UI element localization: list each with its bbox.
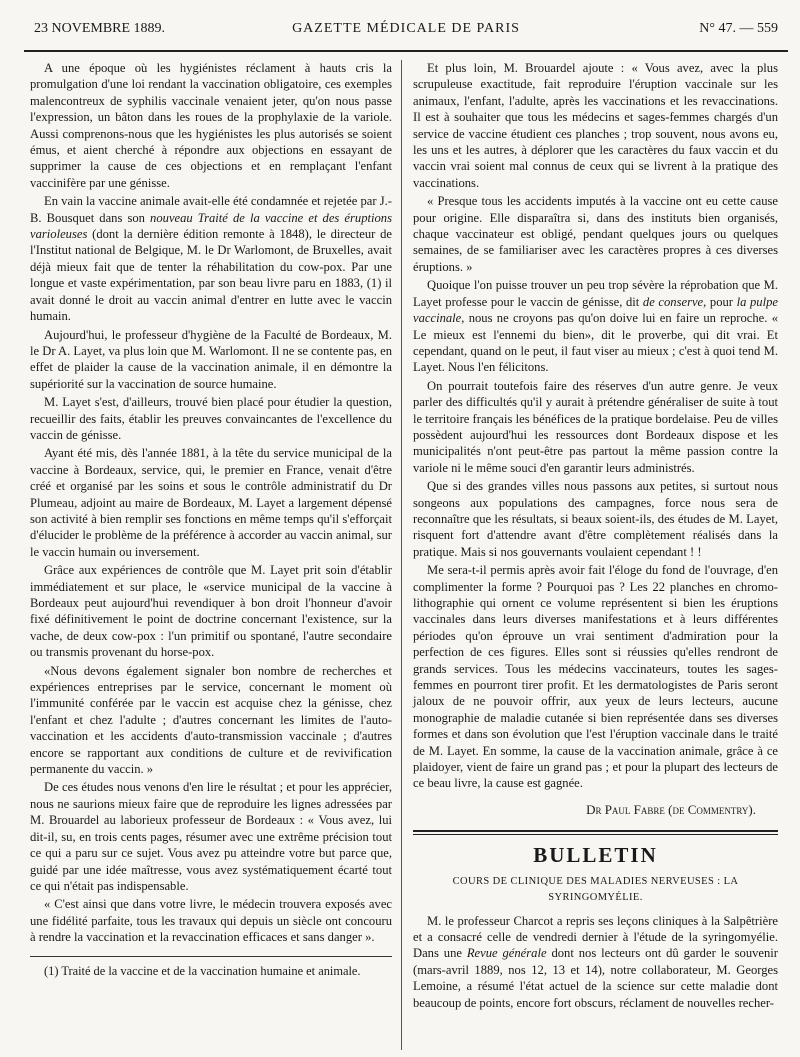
header-date: 23 NOVEMBRE 1889. xyxy=(34,21,166,36)
left-p2-text-b: (dont la dernière édition remonte à 1848), le directeur de l'Institut national de Belgique, M. le Dr Warlomont, de Bruxelles, avait déjà mieux fait que de tenter la réhabilitation du cow-pox. Par une longue et vaste expérimentation, par son beau livre paru en 1883, (1) il avait donné le droit au vaccin animal d'entrer en lutte avec le vaccin humain. xyxy=(30,227,392,324)
header-page-number: N° 47. — 559 xyxy=(699,21,778,36)
column-separator xyxy=(401,60,402,1050)
bulletin-text-a: M. le professeur Charcot a repris ses leçons cliniques à la Salpêtrière et a consacré celle de vendredi dernier à l'étude de la syringomyélie. Dans une xyxy=(413,913,778,961)
author-signature: Dr Paul Fabre (de Commentry). xyxy=(586,801,756,817)
right-p3-italic-b: la pulpe vaccinale xyxy=(413,294,778,326)
bulletin-paragraph xyxy=(413,913,778,1011)
left-paragraph-4: M. Layet s'est, d'ailleurs, trouvé bien placé pour étudier la question, recueillir des faits, établir les preuves convaincantes de l'excellence du vaccin de génisse. xyxy=(30,395,392,442)
page-header xyxy=(34,18,778,40)
left-paragraph-7: «Nous devons également signaler bon nombre de recherches et expériences entreprises par le service, concernant le moment où l'immunité conférée par le vaccin est acquise chez la génisse, chez l'enfant et chez l'adulte ; d'autres concernant les limites de l'auto-vaccination et les accidents d'auto-transmission vaccinale ; d'autres encore se rapportant aux conditions de culture et de revivification permanente du vaccin. » xyxy=(30,663,392,777)
section-rule-thick xyxy=(413,830,778,832)
right-column xyxy=(413,60,778,1013)
left-paragraph-8: De ces études nous venons d'en lire le résultat ; et pour les apprécier, nous ne saurions mieux faire que de reproduire les lignes adressées par M. Brouardel au laborieux professeur de Bordeaux : « Vous avez, lui dit-il, su, en trois cents pages, résumer avec une extrême précision tout ce qui a paru sur ce sujet. Vous avez pu atteindre votre but parce que, guidé par une idée maîtresse, vous avez systématiquement écarté tout ce qui n'était pas indispensable. xyxy=(30,780,392,893)
right-p3-text-a: Quoique l'on puisse trouver un peu trop sévère la réprobation que M. Layet professe pour le vaccin de génisse, dit xyxy=(413,278,778,309)
right-p3-italic-a: de conserve xyxy=(642,294,704,309)
section-rule-thin xyxy=(413,834,778,835)
left-paragraph-5: Ayant été mis, dès l'année 1881, à la tête du service municipal de la vaccine à Bordeaux, service, qui, le premier en France, venait d'être créé et organisé par les soins et sous le contrôle administratif du Dr Plumeau, adjoint au maire de Bordeaux, M. Layet a largement dépensé son activité à bien remplir ses fonctions en même temps qu'il s'efforçait d'élucider le problème de la préférence à accorder au vaccin animal, sur le vaccin humain ou inversement. xyxy=(30,446,392,559)
bulletin-text-b: dont nos lecteurs ont dû garder le souvenir (mars-avril 1889, nos 12, 13 et 14), notre collaborateur, M. Georges Lemoine, a résumé l'état actuel de la science sur cette maladie dont beaucoup de points, encore fort obscurs, réclament de nouvelles recher- xyxy=(413,946,778,1010)
right-p3-text-c: , nous ne croyons pas qu'on doive lui en faire un reproche. « Le mieux est l'ennemi du bien», dit le proverbe, qui dit vrai. Et cependant, quand on le peut, il faut viser au mieux ; c'est à quoi tend M. Layet. Nous l'en félicitons. xyxy=(413,311,778,375)
footnote-rule xyxy=(30,956,392,957)
left-paragraph-3: Aujourd'hui, le professeur d'hygiène de la Faculté de Bordeaux, M. le Dr A. Layet, va plus loin que M. Warlomont. Il ne se contente pas, en effet de plaider la cause de la vaccination animale, il en démontre la supériorité sur la vaccination de source humaine. xyxy=(30,327,392,391)
left-column xyxy=(30,60,392,979)
header-title: GAZETTE MÉDICALE DE PARIS xyxy=(292,21,520,36)
footnote xyxy=(30,963,392,979)
right-paragraph-1: Et plus loin, M. Brouardel ajoute : « Vous avez, avec la plus scrupuleuse exactitude, fait reproduire l'éruption vaccinale sur les animaux, l'enfant, l'adulte, après les vaccinations et les revaccinations. Il est à souhaiter que tous les médecins et sages-femmes chargés d'un service de vaccine étudient ces planches ; trop souvent, nous avons eu, les uns et les autres, à déplorer que les caractères du faux vaccin et du vaccin vrai soient mal connus de ceux qui se livrent à la pratique des vaccinations. xyxy=(413,61,778,190)
right-paragraph-4: On pourrait toutefois faire des réserves d'un autre genre. Je veux parler des difficultés qu'il y aurait à prétendre généraliser de suite à tout le territoire français les bénéfices de la pratique bordelaise. Peu de villes possèdent aujourd'hui les ressources dont Bordeaux dispose et les municipalités n'ont peut-être pas partout la même passion contre la variole ni le même souci d'en garantir leurs administrés. xyxy=(413,378,778,475)
header-rule xyxy=(24,50,788,52)
left-p2-text-a: En vain la vaccine animale avait-elle été condamnée et rejetée par J.-B. Bousquet dans son xyxy=(30,194,392,225)
left-paragraph-6: Grâce aux expériences de contrôle que M. Layet prit soin d'établir immédiatement et sur place, le «service municipal de la vaccine à Bordeaux peut aujourd'hui revendiquer à bon droit l'honneur d'avoir fixé définitivement le point de doctrine concernant l'existence, sur la vache, de deux cow-pox : l'un primitif ou spontané, l'autre secondaire ou transmis provenant du horse-pox. xyxy=(30,563,392,660)
right-paragraph-2: « Presque tous les accidents imputés à la vaccine ont eu cette cause pour origine. Elle disparaîtra si, dans des instituts bien organisés, chaque vaccinateur est obligé, pendant quelques jours ou quelques semaines, de se familiariser avec les caractères propres à ces diverses éruptions. » xyxy=(413,194,778,274)
left-paragraph-2 xyxy=(30,193,392,324)
bulletin-subtitle: COURS DE CLINIQUE DES MALADIES NERVEUSES : LA SYRINGOMYÉLIE. xyxy=(452,875,739,904)
left-paragraph-1: A une époque où les hygiénistes réclament à hauts cris la promulgation d'une loi rendant la vaccination obligatoire, ces exemples malencontreux de syphilis vaccinale venaient jeter, qu'on nous passe l'expression, un bâton dans les roues de la prophylaxie de la variole. Aussi comprenons-nous que les hygiénistes les plus autorisés se soient émus, et aient cherché à répondre aux objections en essayant de supprimer la cause de ces objections et en remplaçant l'enfant vaccinifère par une génisse. xyxy=(30,61,392,190)
right-paragraph-3 xyxy=(413,277,778,375)
right-paragraph-6: Me sera-t-il permis après avoir fait l'éloge du fond de l'ouvrage, d'en complimenter la forme ? Pourquoi pas ? Les 22 planches en chromo-lithographie qui ornent ce volume représentent si bien les éruptions vaccinales dans leurs diverses manifestations et à leurs différentes périodes qu'on éprouve un vrai sentiment d'admiration pour la perfection de ces figures. Elles sont si réussies qu'elles rendront de grands services. Tous les médecins vaccinateurs, toutes les sages-femmes en pourront tirer profit. Et les dermatologistes de Paris seront jaloux de ne pouvoir offrir, aux yeux de leurs lecteurs, aucune monographie de maladie cutanée si bien représentée dans ses diverses formes et dans son évolution que l'est l'éruption vaccinale dans le traité de M. Layet. En somme, la cause de la vaccination animale, grâce à ce plaidoyer, vient de faire un grand pas ; et pour la plupart des lecteurs de ce beau livre, la cause est gagnée. xyxy=(413,563,778,791)
bulletin-title: BULLETIN xyxy=(533,843,658,868)
bulletin-italic: Revue générale xyxy=(466,946,547,961)
left-p2-italic-title: nouveau Traité de la vaccine et des éruptions varioleuses xyxy=(30,210,392,242)
footnote-text: (1) Traité de la vaccine et de la vaccination humaine et animale. xyxy=(44,963,361,978)
right-paragraph-5: Que si des grandes villes nous passons aux petites, si surtout nous songeons aux populations des campagnes, force nous sera de reconnaître que les résultats, si beaux soient-ils, des études de M. Layet, risquent fort d'attendre avant d'être complètement réalisés dans la pratique. Mais si nos gouvernants voulaient cependant ! ! xyxy=(413,479,778,559)
left-paragraph-9: « C'est ainsi que dans votre livre, le médecin trouvera exposés avec une fidélité parfaite, tous les travaux qui depuis un siècle ont concouru à rendre la vaccination et la revaccination efficaces et sans danger ». xyxy=(30,897,392,945)
right-p3-text-b: , pour xyxy=(703,294,737,309)
